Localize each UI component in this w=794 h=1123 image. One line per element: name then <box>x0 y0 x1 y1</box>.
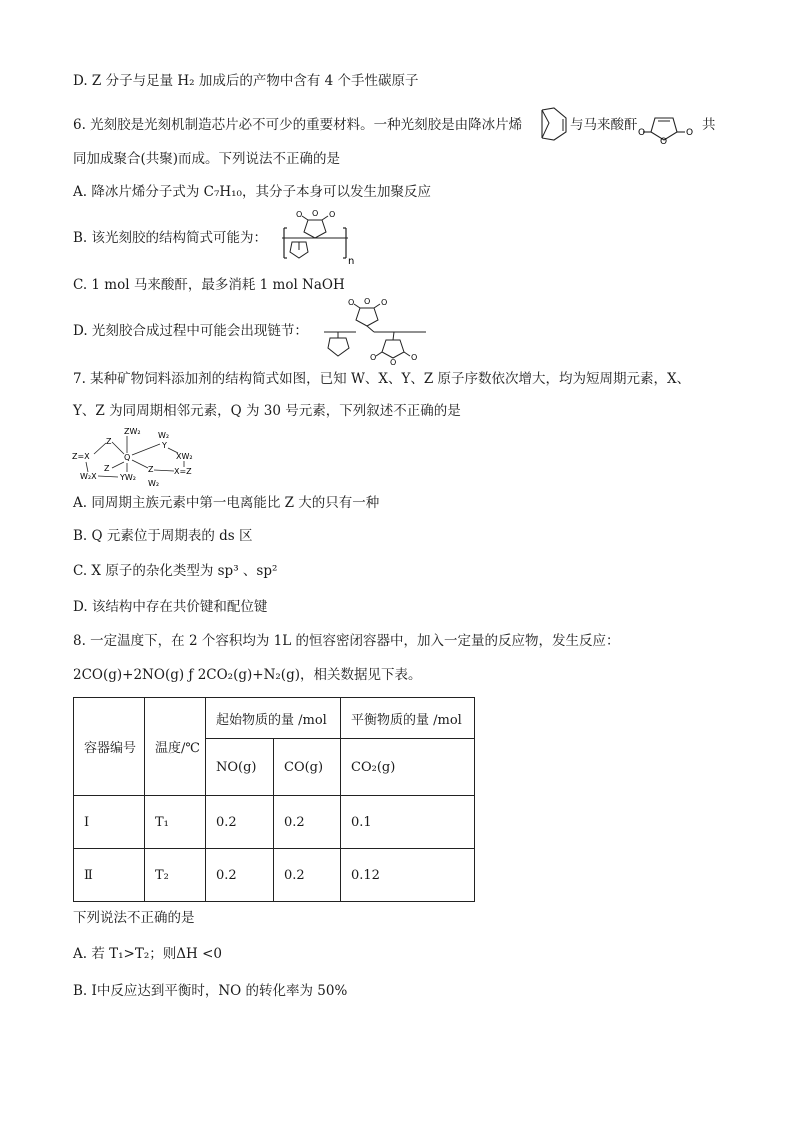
q7-yw2: YW₂ <box>120 473 137 482</box>
chain-o-3: O <box>381 298 388 307</box>
q7-stem-line1: 7. 某种矿物饲料添加剂的结构简式如图，已知 W、X、Y、Z 原子序数依次增大，均为短周期元素，X、 <box>73 371 691 387</box>
chain-o-5: O <box>390 358 397 366</box>
cell-no: 0.2 <box>206 849 274 902</box>
q8-data-table <box>73 697 475 902</box>
cell-no: 0.2 <box>206 796 274 849</box>
cell-temp: T₁ <box>145 796 206 849</box>
q7-option-b: B. Q 元素位于周期表的 ds 区 <box>73 528 253 544</box>
chain-link-structure <box>316 296 436 366</box>
th-temperature: 温度/℃ <box>145 698 206 796</box>
polymer-n: n <box>348 256 355 266</box>
chain-o-2: O <box>364 297 371 306</box>
q8-stem-line1: 8. 一定温度下，在 2 个容积均为 1L 的恒容密闭容器中，加入一定量的反应物，发生反应： <box>73 633 620 649</box>
chain-o-1: O <box>348 298 355 307</box>
maleic-o-left: O <box>638 128 646 138</box>
cell-id: Ⅱ <box>74 849 145 902</box>
th-start-amount: 起始物质的量 /mol <box>206 698 341 739</box>
maleic-anhydride-structure <box>637 104 699 144</box>
th-container: 容器编号 <box>74 698 145 796</box>
q7-w2-bottom: W₂ <box>148 479 160 488</box>
q7-w2-top: W₂ <box>158 431 170 440</box>
chain-o-4: O <box>370 353 377 362</box>
table-row <box>74 849 475 902</box>
table-header-row-1 <box>74 698 475 739</box>
q6-stem-part3: 共 <box>702 117 716 133</box>
maleic-o-right: O <box>686 128 694 138</box>
cell-co2: 0.1 <box>341 796 475 849</box>
q8-question: 下列说法不正确的是 <box>73 910 195 926</box>
q7-stem-line2: Y、Z 为同周期相邻元素，Q 为 30 号元素，下列叙述不正确的是 <box>73 403 461 419</box>
q8-option-b: B. Ⅰ中反应达到平衡时，NO 的转化率为 50% <box>73 983 348 999</box>
q5-option-d: D. Z 分子与足量 H₂ 加成后的产物中含有 4 个手性碳原子 <box>73 73 419 89</box>
q7-structure-diagram <box>72 424 208 490</box>
q7-xw2: XW₂ <box>176 452 193 461</box>
cell-co: 0.2 <box>274 796 341 849</box>
q6-stem-line2: 同加成聚合(共聚)而成。下列说法不正确的是 <box>73 151 341 167</box>
q7-z-right: Z <box>148 465 154 474</box>
maleic-o-ring: O <box>660 137 668 144</box>
q7-option-d: D. 该结构中存在共价键和配位键 <box>73 599 268 615</box>
q6-option-c: C. 1 mol 马来酸酐，最多消耗 1 mol NaOH <box>73 277 345 293</box>
polymer-o-3: O <box>329 210 336 219</box>
table-row <box>74 796 475 849</box>
cell-co2: 0.12 <box>341 849 475 902</box>
q7-q: Q <box>124 453 131 462</box>
q7-w2x: W₂X <box>80 472 97 481</box>
q6-option-b: B. 该光刻胶的结构简式可能为： <box>73 230 268 246</box>
th-eq-amount: 平衡物质的量 /mol <box>341 698 475 739</box>
q6-stem-line1 <box>73 116 522 134</box>
chain-o-6: O <box>411 353 418 362</box>
q6-stem-part2: 与马来酸酐 <box>570 117 638 133</box>
cell-temp: T₂ <box>145 849 206 902</box>
q7-zw2: ZW₂ <box>124 427 141 436</box>
th-co2: CO₂(g) <box>341 739 475 796</box>
q6-stem-part1: 6. 光刻胶是光刻机制造芯片必不可少的重要材料。一种光刻胶是由降冰片烯 <box>73 117 523 133</box>
q6-option-d: D. 光刻胶合成过程中可能会出现链节： <box>73 323 308 339</box>
norbornene-structure <box>536 106 570 142</box>
q7-x-eq-z: X=Z <box>174 467 192 476</box>
q8-stem-line2: 2CO(g)+2NO(g) ƒ 2CO₂(g)+N₂(g)，相关数据见下表。 <box>73 667 422 683</box>
q7-option-a: A. 同周期主族元素中第一电离能比 Z 大的只有一种 <box>73 495 380 511</box>
th-no: NO(g) <box>206 739 274 796</box>
polymer-o-1: O <box>296 210 303 219</box>
polymer-o-2: O <box>312 209 319 218</box>
cell-co: 0.2 <box>274 849 341 902</box>
th-co: CO(g) <box>274 739 341 796</box>
q6-option-a: A. 降冰片烯分子式为 C₇H₁₀，其分子本身可以发生加聚反应 <box>73 184 431 200</box>
polymer-structure <box>276 206 366 266</box>
q8-option-a: A. 若 T₁>T₂；则ΔH <0 <box>73 946 222 962</box>
cell-id: Ⅰ <box>74 796 145 849</box>
q7-y-top: Y <box>162 441 167 450</box>
q7-z-left: Z <box>106 437 112 446</box>
q7-option-c: C. X 原子的杂化类型为 sp³ 、sp² <box>73 563 278 579</box>
q7-z-eq-x: Z=X <box>72 452 90 461</box>
q7-z-lower: Z <box>104 464 110 473</box>
